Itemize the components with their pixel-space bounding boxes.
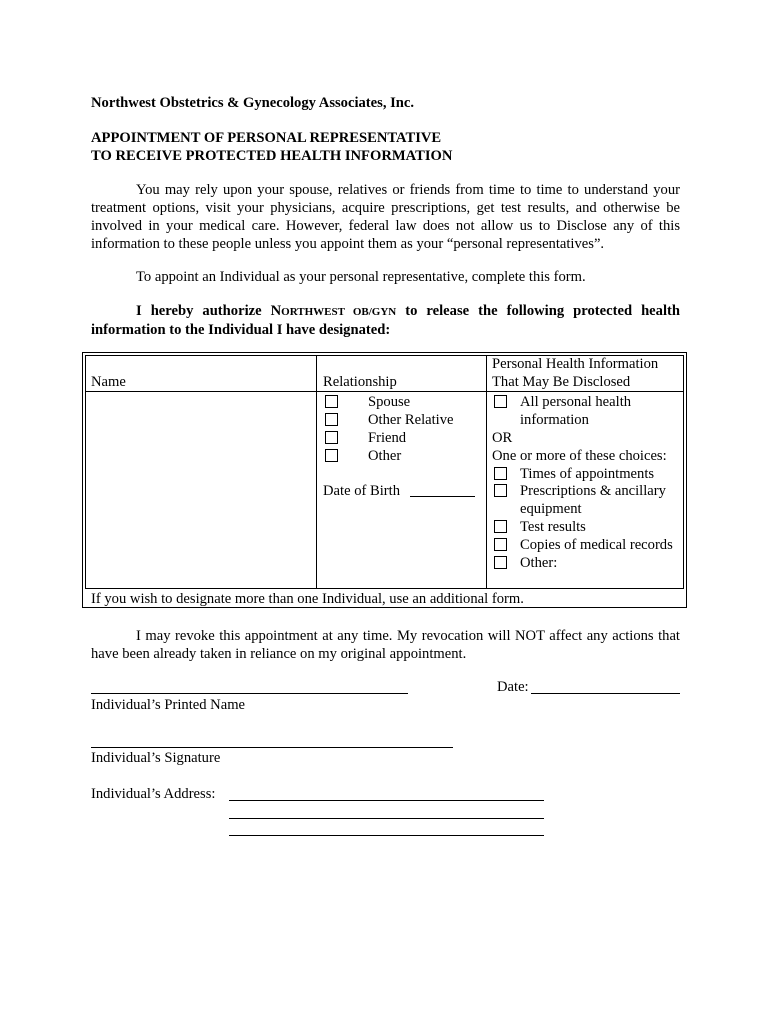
phi-times: Times of appointments [494,465,654,483]
table-footer-note: If you wish to designate more than one Individual, use an additional form. [91,591,524,607]
date-line[interactable] [531,693,680,694]
name-entry-area[interactable] [86,392,315,588]
organization-name: NORTHWEST OB/GYN [270,303,397,319]
address-line-2[interactable] [229,818,544,819]
copies-checkbox[interactable] [494,538,507,551]
date-label: Date: [497,679,529,695]
company-name: Northwest Obstetrics & Gynecology Associates, Inc. [91,95,415,111]
printed-name-label: Individual’s Printed Name [91,697,246,713]
relationship-other-relative: Other Relative [325,411,454,429]
phi-all: All personal health [494,393,631,411]
phi-other-checkbox[interactable] [494,556,507,569]
column-header-phi-line1: Personal Health Information [492,356,659,372]
tests-checkbox[interactable] [494,520,507,533]
intro-paragraph: You may rely upon your spouse, relatives or friends from time to time to understand your treatment options, visit your physicians, acquire prescriptions, get test results, and otherwise be involved in your medical care. However, federal law does not allow us to Disclose any of this information to these people unless you appoint them as your “personal representatives”. [91,182,680,252]
phi-prescriptions: Prescriptions & ancillary [494,482,666,500]
date-of-birth [323,482,400,500]
address-label: Individual’s Address: [91,786,216,802]
phi-or: OR [492,430,513,446]
phi-prescriptions-line2: equipment [520,501,582,517]
phi-other: Other: [494,554,557,572]
prescriptions-checkbox[interactable] [494,484,507,497]
phi-all-line2: information [520,412,589,428]
relationship-friend: Friend [325,429,406,447]
column-header-phi-line2: That May Be Disclosed [492,374,631,390]
other-relative-checkbox[interactable] [325,413,338,426]
revocation-paragraph: I may revoke this appointment at any time. My revocation will NOT affect any actions that have been already taken in reliance on my original appointment. [91,628,680,662]
friend-checkbox[interactable] [325,431,338,444]
column-header-name: Name [91,374,126,390]
phi-copies: Copies of medical records [494,536,673,554]
form-title-line2: TO RECEIVE PROTECTED HEALTH INFORMATION [91,148,453,164]
column-header-relationship: Relationship [323,374,397,390]
relationship-other: Other [325,447,401,465]
phi-choices-intro: One or more of these choices: [492,448,667,464]
phi-tests: Test results [494,518,586,536]
date-of-birth-line[interactable] [410,496,475,497]
authorization-statement: I hereby authorize NORTHWEST OB/GYN to release the following protected health information to the Individual I have designated: [91,303,680,338]
date-of-birth-label: Date of Birth [323,483,401,499]
address-line-1[interactable] [229,800,544,801]
other-checkbox[interactable] [325,449,338,462]
all-phi-checkbox[interactable] [494,395,507,408]
form-title-line1: APPOINTMENT OF PERSONAL REPRESENTATIVE [91,130,442,146]
instructions-paragraph: To appoint an Individual as your personal representative, complete this form. [136,269,586,285]
printed-name-line[interactable] [91,693,408,694]
signature-label: Individual’s Signature [91,750,221,766]
signature-line[interactable] [91,747,453,748]
relationship-spouse: Spouse [325,393,410,411]
address-line-3[interactable] [229,835,544,836]
times-checkbox[interactable] [494,467,507,480]
spouse-checkbox[interactable] [325,395,338,408]
